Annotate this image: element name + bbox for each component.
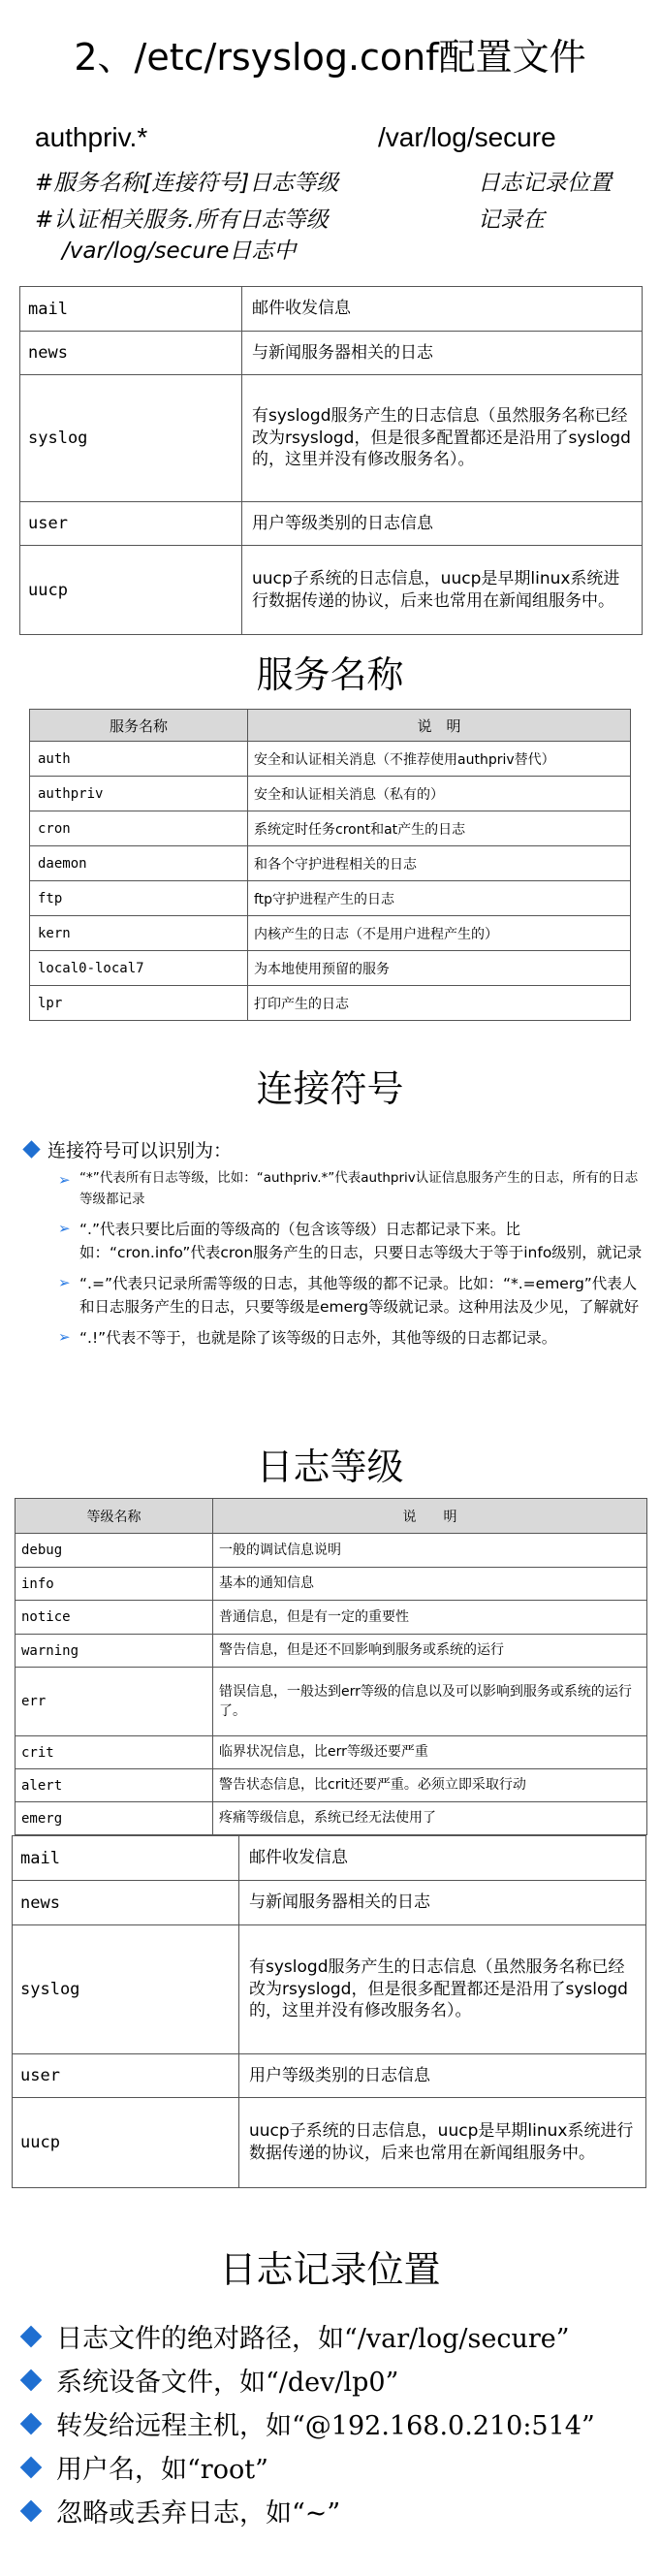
table-row: [16, 1635, 647, 1668]
level-name: debug: [16, 1534, 213, 1568]
service-name: mail: [20, 287, 242, 332]
service-name: syslog: [13, 1925, 239, 2054]
service-name: user: [13, 2054, 239, 2098]
page-title: 2、/etc/rsyslog.conf配置文件: [74, 36, 586, 79]
table-row: [30, 846, 631, 881]
level-name: err: [16, 1668, 213, 1736]
table-row: [16, 1769, 647, 1802]
service-desc: 系统定时任务cront和at产生的日志: [248, 811, 631, 846]
service-name: uucp: [13, 2098, 239, 2188]
service-name: user: [20, 502, 242, 546]
diamond-bullet-icon: [20, 2325, 43, 2347]
level-name: warning: [16, 1635, 213, 1668]
list-item: [25, 1218, 645, 1264]
table-row: [16, 1568, 647, 1601]
service-desc: ftp守护进程产生的日志: [248, 881, 631, 916]
table-row: [30, 881, 631, 916]
syntax-target: /var/log/secure: [378, 122, 556, 152]
service-desc: 用户等级类别的日志信息: [239, 2054, 646, 2098]
section-title-service: 服务名称: [256, 653, 404, 696]
service-desc: 打印产生的日志: [248, 986, 631, 1021]
location-list: [19, 2314, 649, 2532]
level-name: info: [16, 1568, 213, 1601]
service-desc: 邮件收发信息: [242, 287, 643, 332]
section-title-connector: 连接符号: [256, 1067, 404, 1110]
connector-heading: [25, 1136, 645, 1162]
service-desc: uucp子系统的日志信息，uucp是早期linux系统进行数据传递的协议，后来也常用在新闻组服务中。: [239, 2098, 646, 2188]
connector-list: [25, 1136, 645, 1357]
location-item-text: 转发给远程主机，如“@192.168.0.210:514”: [56, 2411, 595, 2441]
diamond-bullet-icon: [20, 2456, 43, 2478]
table-row: [16, 1534, 647, 1568]
table-row: [30, 811, 631, 846]
service-desc: 邮件收发信息: [239, 1836, 646, 1881]
service-table-1: [19, 286, 643, 635]
col-header-desc: 说 明: [248, 710, 631, 742]
list-item: [19, 2314, 649, 2358]
service-desc: 有syslogd服务产生的日志信息（虽然服务名称已经改为rsyslogd，但是很多配置都还是沿用了syslogd的，这里并没有修改服务名）。: [239, 1925, 646, 2054]
arrow-bullet-icon: ➢: [58, 1274, 71, 1292]
level-desc: 疼痛等级信息，系统已经无法使用了: [213, 1802, 647, 1835]
table-header-row: [30, 710, 631, 742]
service-desc: uucp子系统的日志信息，uucp是早期linux系统进行数据传递的协议，后来也常用在新闻组服务中。: [242, 546, 643, 635]
service-desc: 内核产生的日志（不是用户进程产生的）: [248, 916, 631, 951]
service-table-3: [12, 1835, 646, 2188]
syntax-note-left-2: #认证相关服务.所有日志等级: [35, 207, 329, 233]
diamond-bullet-icon: [20, 2499, 43, 2522]
level-desc: 一般的调试信息说明: [213, 1534, 647, 1568]
service-desc: 安全和认证相关消息（私有的）: [248, 777, 631, 811]
level-desc: 普通信息，但是有一定的重要性: [213, 1601, 647, 1635]
table-row: [30, 951, 631, 986]
list-item: [19, 2358, 649, 2401]
location-item-text: 日志文件的绝对路径，如“/var/log/secure”: [56, 2324, 570, 2354]
service-desc: 安全和认证相关消息（不推荐使用authpriv替代）: [248, 742, 631, 777]
service-name: news: [20, 332, 242, 375]
table-row: [13, 1881, 646, 1925]
service-name: uucp: [20, 546, 242, 635]
col-header-name: 服务名称: [30, 710, 248, 742]
section-title-location: 日志记录位置: [219, 2248, 441, 2291]
location-item-text: 系统设备文件，如“/dev/lp0”: [56, 2368, 399, 2398]
table-row: [30, 916, 631, 951]
syntax-note-left-1: #服务名称[连接符号]日志等级: [35, 171, 339, 196]
table-row: [20, 546, 643, 635]
connector-item-text: “.!”代表不等于，也就是除了该等级的日志外，其他等级的日志都记录。: [79, 1329, 557, 1348]
col-header-desc: 说 明: [213, 1499, 647, 1534]
service-name: cron: [30, 811, 248, 846]
syntax-note-3: /var/log/secure日志中: [62, 239, 297, 264]
table-row: [16, 1736, 647, 1769]
level-desc: 临界状况信息，比err等级还要严重: [213, 1736, 647, 1769]
location-item-text: 用户名，如“root”: [56, 2455, 268, 2485]
list-item: [25, 1168, 645, 1210]
service-desc: 用户等级类别的日志信息: [242, 502, 643, 546]
service-name: mail: [13, 1836, 239, 1881]
arrow-bullet-icon: ➢: [58, 1220, 71, 1238]
list-item: [19, 2489, 649, 2532]
table-row: [20, 332, 643, 375]
level-name: alert: [16, 1769, 213, 1802]
table-row: [30, 742, 631, 777]
service-name: kern: [30, 916, 248, 951]
diamond-bullet-icon: [20, 2412, 43, 2434]
level-desc: 基本的通知信息: [213, 1568, 647, 1601]
service-desc: 与新闻服务器相关的日志: [239, 1881, 646, 1925]
diamond-bullet-icon: [20, 2369, 43, 2391]
level-name: crit: [16, 1736, 213, 1769]
table-row: [30, 986, 631, 1021]
syntax-note-right-2: 记录在: [478, 207, 545, 233]
table-row: [13, 1836, 646, 1881]
table-row: [20, 287, 643, 332]
table-row: [16, 1668, 647, 1736]
service-name: auth: [30, 742, 248, 777]
level-table: [15, 1498, 647, 1835]
syntax-note-right-1: 日志记录位置: [478, 171, 612, 196]
list-item: [25, 1272, 645, 1319]
table-row: [30, 777, 631, 811]
table-row: [13, 2054, 646, 2098]
table-row: [20, 502, 643, 546]
service-name: daemon: [30, 846, 248, 881]
connector-item-text: “.=”代表只记录所需等级的日志，其他等级的都不记录。比如：“*.=emerg”代表人和日志服务产生的日志，只要等级是emerg等级就记录。这种用法及少见，了解就好: [79, 1275, 640, 1317]
level-name: emerg: [16, 1802, 213, 1835]
level-desc: 警告信息，但是还不回影响到服务或系统的运行: [213, 1635, 647, 1668]
service-desc: 和各个守护进程相关的日志: [248, 846, 631, 881]
location-item-text: 忽略或丢弃日志，如“~”: [56, 2498, 341, 2528]
level-desc: 警告状态信息，比crit还要严重。必须立即采取行动: [213, 1769, 647, 1802]
table-header-row: [16, 1499, 647, 1534]
service-desc: 有syslogd服务产生的日志信息（虽然服务名称已经改为rsyslogd，但是很多配置都还是沿用了syslogd的，这里并没有修改服务名）。: [242, 375, 643, 502]
service-name: local0-local7: [30, 951, 248, 986]
table-row: [20, 375, 643, 502]
table-row: [16, 1802, 647, 1835]
service-table-2: [29, 709, 631, 1021]
service-name: ftp: [30, 881, 248, 916]
connector-heading-text: 连接符号可以识别为：: [47, 1140, 233, 1161]
service-name: authpriv: [30, 777, 248, 811]
arrow-bullet-icon: ➢: [58, 1328, 71, 1347]
section-title-level: 日志等级: [256, 1446, 404, 1488]
service-name: news: [13, 1881, 239, 1925]
syntax-selector: authpriv.*: [35, 122, 148, 152]
level-name: notice: [16, 1601, 213, 1635]
diamond-bullet-icon: [22, 1140, 40, 1158]
table-row: [13, 2098, 646, 2188]
col-header-name: 等级名称: [16, 1499, 213, 1534]
service-desc: 与新闻服务器相关的日志: [242, 332, 643, 375]
connector-item-text: “*”代表所有日志等级，比如：“authpriv.*”代表authpriv认证信息服务产生的日志，所有的日志等级都记录: [79, 1170, 639, 1207]
list-item: [19, 2445, 649, 2489]
level-desc: 错误信息，一般达到err等级的信息以及可以影响到服务或系统的运行了。: [213, 1668, 647, 1736]
connector-item-text: “.”代表只要比后面的等级高的（包含该等级）日志都记录下来。比如：“cron.info”代表cron服务产生的日志，只要日志等级大于等于info级别，就记录: [79, 1221, 643, 1262]
table-row: [16, 1601, 647, 1635]
list-item: [19, 2401, 649, 2445]
service-name: syslog: [20, 375, 242, 502]
table-row: [13, 1925, 646, 2054]
service-name: lpr: [30, 986, 248, 1021]
arrow-bullet-icon: ➢: [58, 1171, 71, 1189]
list-item: [25, 1326, 645, 1350]
service-desc: 为本地使用预留的服务: [248, 951, 631, 986]
